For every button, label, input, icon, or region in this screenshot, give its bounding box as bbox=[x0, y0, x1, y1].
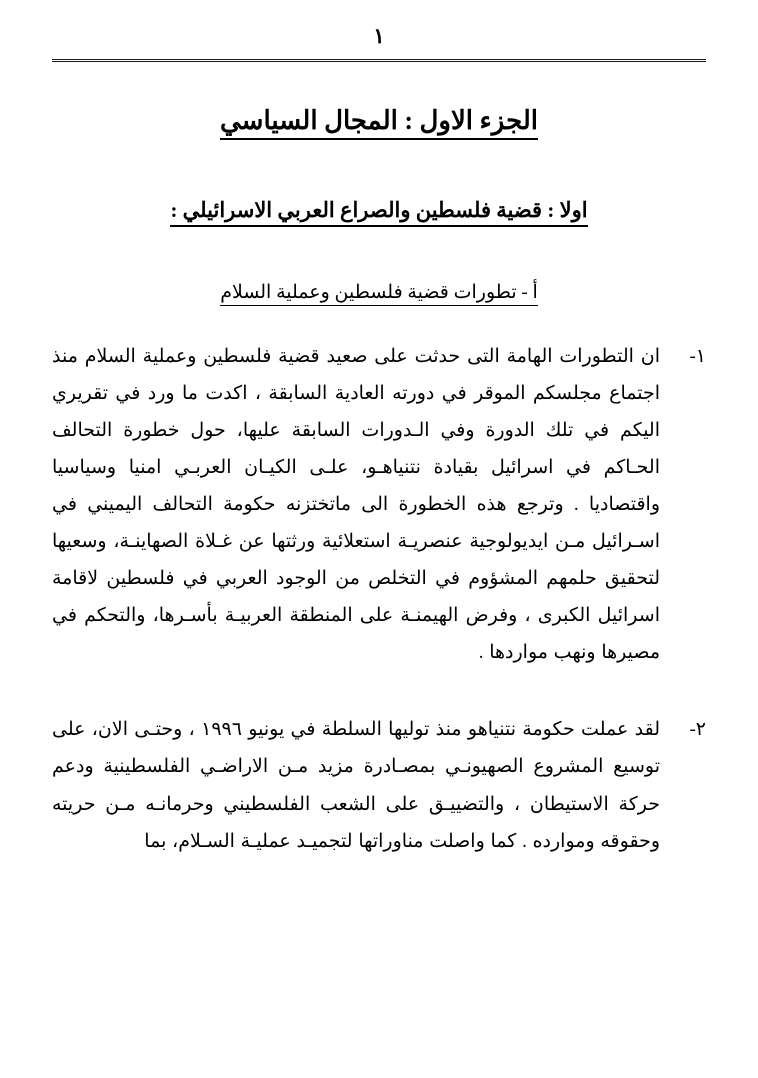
subsection-title-text: أ - تطورات قضية فلسطين وعملية السلام bbox=[220, 282, 538, 306]
page-number: ١ bbox=[373, 24, 385, 48]
header-divider bbox=[52, 59, 706, 62]
part-title-text: الجزء الاول : المجال السياسي bbox=[220, 106, 538, 140]
part-title bbox=[52, 106, 706, 136]
paragraph-marker: ٢- bbox=[689, 719, 706, 741]
section-title bbox=[52, 198, 706, 223]
paragraph bbox=[52, 338, 706, 671]
paragraph-text: لقد عملت حكومة نتنياهو منذ توليها السلطة في يونيو ١٩٩٦ ، وحتـى الان، على توسيع المشروع الصهيونـي بمصـادرة مزيد مـن الاراضـي الفلسطينية ودعم حركة الاستيطان ، والتضييـق على الشعب الفلسطيني وحرمانـه مـن حريته وحقوقه وموارده . كما واصلت مناوراتها لتجميـد عمليـة السـلام، بما bbox=[52, 719, 661, 852]
paragraph-text: ان التطورات الهامة التى حدثت على صعيد قضية فلسطين وعملية السلام منذ اجتماع مجلسكم الموقر في دورته العادية السابقة ، اكدت ما ورد في تقريري اليكم في تلك الدورة وفي الـدورات السابقة عليها، حول خطورة التحالف الحـاكم في اسرائيل بقيادة نتنياهـو، علـى الكيـان العربـي امنيا وسياسيا واقتصاديا . وترجع هذه الخطورة الى ماتختزنه حكومة التحالف اليميني في اسـرائيل مـن ايديولوجية عنصريـة استعلائية ورثتها عن غـلاة الصهاينـة، وسعيها لتحقيق حلمهم المشؤوم في التخلص من الوجود العربي في فلسطين لاقامة اسرائيل الكبرى ، وفرض الهيمنـة على المنطقة العربيـة بأسـرها، والتحكم في مصيرها ونهب مواردها . bbox=[52, 346, 660, 664]
section-title-text: اولا : قضية فلسطين والصراع العربي الاسرائيلي : bbox=[170, 198, 587, 227]
paragraph-marker: ١- bbox=[689, 346, 706, 367]
paragraph bbox=[52, 711, 706, 859]
subsection-title bbox=[52, 281, 706, 304]
